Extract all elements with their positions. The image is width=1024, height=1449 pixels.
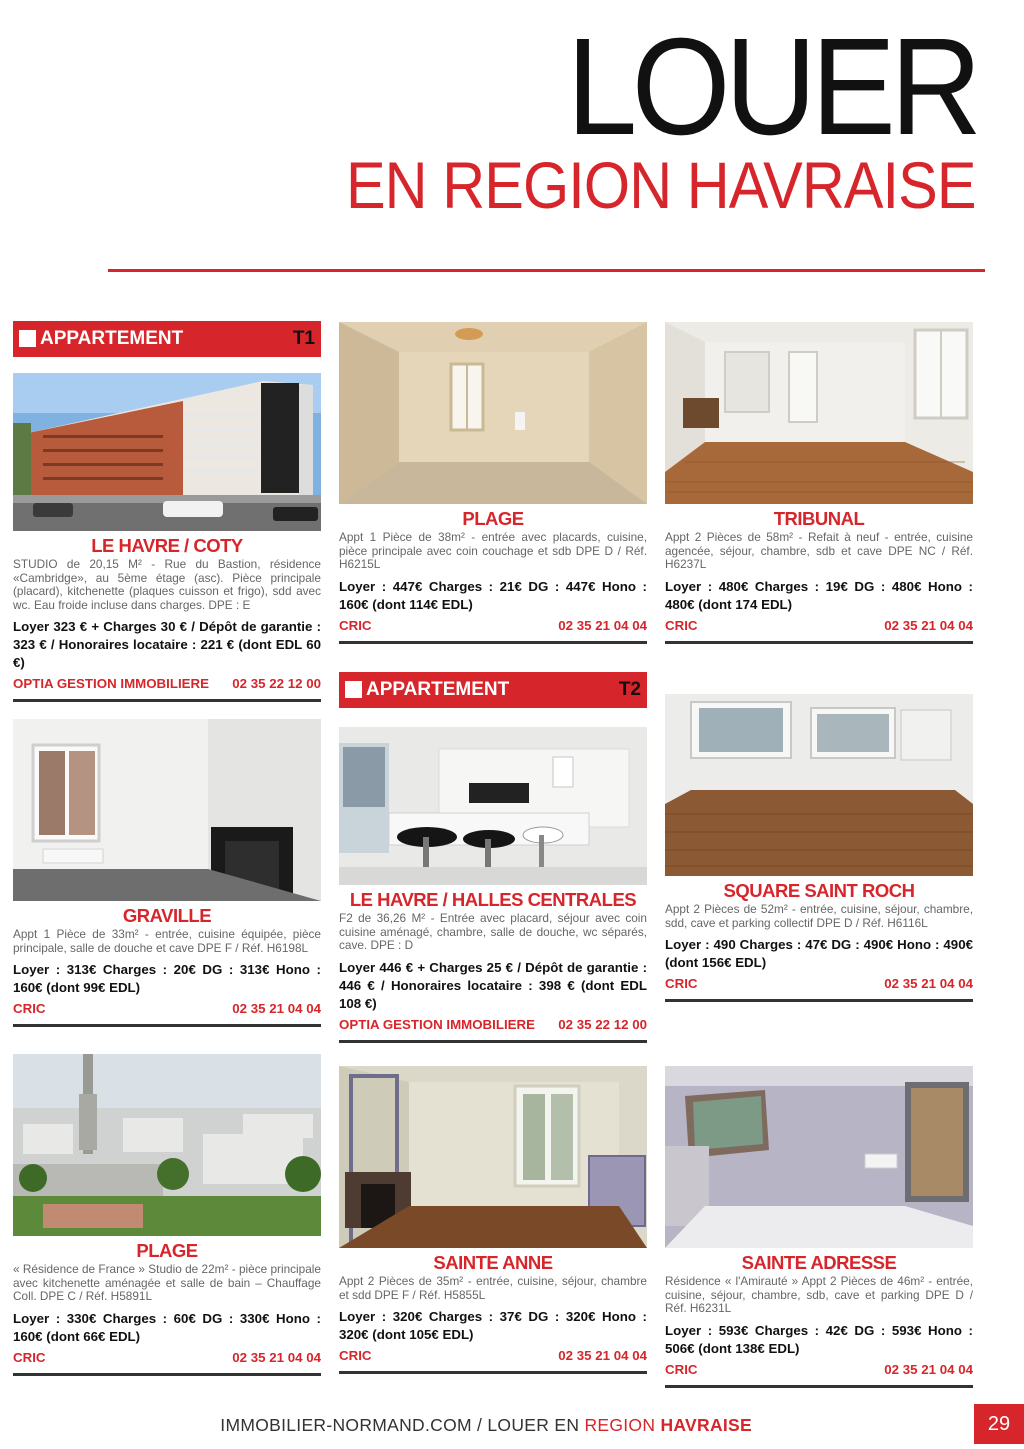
listing-agency: CRIC (665, 1361, 698, 1377)
footer-site-link[interactable]: IMMOBILIER-NORMAND.COM / (220, 1415, 483, 1435)
listing-description: Appt 2 Pièces de 58m² - Refait à neuf - entrée, cuisine agencée, séjour, chambre, sdb et cave DPE NC / Réf. H6237L (665, 530, 973, 571)
banner-appartement-t2 (339, 672, 647, 708)
listing-photo-room (339, 1066, 647, 1248)
listing-card[interactable] (665, 322, 973, 644)
banner-type: T1 (292, 328, 315, 349)
header-divider (108, 269, 985, 272)
listing-description: Résidence « l'Amirauté » Appt 2 Pièces de 46m² - entrée, cuisine, séjour, chambre, sdb, cave et parking DPE D / Réf. H6231L (665, 1274, 973, 1315)
page-title: LOUER (566, 10, 976, 164)
listing-title: PLAGE (462, 508, 524, 529)
listing-contact (13, 1001, 321, 1027)
listing-phone[interactable]: 02 35 22 12 00 (558, 1016, 647, 1032)
listing-price: Loyer : 593€ Charges : 42€ DG : 593€ Hono : 506€ (dont 138€ EDL) (665, 1322, 973, 1356)
listing-title: PLAGE (136, 1240, 198, 1261)
listing-description: STUDIO de 20,15 M² - Rue du Bastion, résidence «Cambridge», au 5ème étage (asc). Pièce principale (placard), kitchenette (plaques cuisson et frigo), sdd avec wc. Eau froide incluse dans charges. DPE : E (13, 557, 321, 612)
listing-contact (339, 618, 647, 644)
listing-contact (13, 1350, 321, 1376)
page-footer (0, 1404, 1024, 1444)
listing-title: LE HAVRE / COTY (91, 535, 243, 556)
listing-agency: CRIC (339, 617, 372, 633)
footer-text (220, 1415, 752, 1436)
listing-card[interactable] (13, 373, 321, 702)
listing-photo-room (339, 322, 647, 504)
listing-price: Loyer : 330€ Charges : 60€ DG : 330€ Hono : 160€ (dont 66€ EDL) (13, 1310, 321, 1344)
listing-title: SQUARE SAINT ROCH (723, 880, 915, 901)
listing-photo-room (665, 694, 973, 876)
listing-price: Loyer : 480€ Charges : 19€ DG : 480€ Hono : 480€ (dont 174 EDL) (665, 578, 973, 612)
listing-photo-building (13, 373, 321, 531)
listing-phone[interactable]: 02 35 21 04 04 (884, 976, 973, 991)
listing-title: GRAVILLE (122, 905, 212, 926)
footer-louer: LOUER EN (487, 1415, 580, 1435)
listing-card[interactable] (665, 1066, 973, 1388)
banner-label: APPARTEMENT (40, 328, 184, 349)
listing-title: SAINTE ADRESSE (741, 1252, 897, 1273)
listing-card[interactable] (339, 322, 647, 644)
banner-appartement-t1 (13, 321, 321, 357)
listing-description: Appt 1 Pièce de 33m² - entrée, cuisine équipée, pièce principale, salle de douche et cave DPE F / Réf. H6198L (13, 927, 321, 955)
listing-title: SAINTE ANNE (433, 1252, 553, 1273)
listing-agency: OPTIA GESTION IMMOBILIERE (339, 1016, 536, 1032)
listing-contact (339, 1348, 647, 1374)
listing-card[interactable] (339, 727, 647, 1043)
footer-havraise: HAVRAISE (660, 1415, 752, 1435)
footer-region: REGION (584, 1415, 656, 1435)
listing-card[interactable] (13, 719, 321, 1027)
listing-description: « Résidence de France » Studio de 22m² - pièce principale avec kitchenette aménagée et salle de bain – Chauffage Coll. DPE C / Réf. H5891L (13, 1262, 321, 1303)
listing-card[interactable] (665, 694, 973, 1002)
listing-description: F2 de 36,26 M² - Entrée avec placard, séjour avec coin cuisine aménagé, chambre, salle de douche, wc séparés, cave. DPE : D (339, 911, 647, 952)
banner-type: T2 (618, 679, 641, 700)
listing-price: Loyer : 447€ Charges : 21€ DG : 447€ Hono : 160€ (dont 114€ EDL) (339, 578, 647, 612)
listing-contact (665, 976, 973, 1002)
banner-square-icon (19, 330, 36, 347)
listing-price: Loyer 323 € + Charges 30 € / Dépôt de garantie : 323 € / Honoraires locataire : 221 € (dont EDL 60 €) (13, 619, 321, 670)
listing-price: Loyer : 320€ Charges : 37€ DG : 320€ Hono : 320€ (dont 105€ EDL) (339, 1309, 647, 1342)
listing-phone[interactable]: 02 35 21 04 04 (232, 1349, 321, 1365)
listing-card[interactable] (339, 1066, 647, 1374)
listing-agency: CRIC (13, 1349, 46, 1365)
listing-photo-kitchen (339, 727, 647, 885)
listing-agency: OPTIA GESTION IMMOBILIERE (13, 676, 210, 691)
listing-contact (665, 1362, 973, 1388)
listing-phone[interactable]: 02 35 21 04 04 (558, 617, 647, 633)
listing-photo-aerial-view (13, 1054, 321, 1236)
listing-contact (13, 676, 321, 702)
listing-agency: CRIC (339, 1348, 372, 1363)
banner-label: APPARTEMENT (366, 679, 510, 700)
listing-title: LE HAVRE / HALLES CENTRALES (349, 889, 637, 910)
page-number: 29 (974, 1404, 1024, 1444)
listing-description: Appt 2 Pièces de 52m² - entrée, cuisine, séjour, chambre, sdd, cave et parking collectif DPE D / Réf. H6116L (665, 902, 973, 930)
listing-agency: CRIC (13, 1001, 46, 1016)
listing-phone[interactable]: 02 35 21 04 04 (558, 1348, 647, 1363)
page-subtitle: EN REGION HAVRAISE (346, 148, 976, 222)
listing-price: Loyer 446 € + Charges 25 € / Dépôt de garantie : 446 € / Honoraires locataire : 398 € (dont EDL 108 €) (339, 959, 647, 1011)
listing-price: Loyer : 490 Charges : 47€ DG : 490€ Hono : 490€ (dont 156€ EDL) (665, 937, 973, 970)
listing-phone[interactable]: 02 35 21 04 04 (232, 1001, 321, 1016)
listing-description: Appt 2 Pièces de 35m² - entrée, cuisine, séjour, chambre et sdd DPE F / Réf. H5855L (339, 1274, 647, 1302)
listing-card[interactable] (13, 1054, 321, 1376)
banner-square-icon (345, 681, 362, 698)
listing-contact (339, 1017, 647, 1043)
listing-phone[interactable]: 02 35 21 04 04 (884, 617, 973, 633)
listing-description: Appt 1 Pièce de 38m² - entrée avec placards, cuisine, pièce principale avec coin couchage et sdb DPE D / Réf. H6215L (339, 530, 647, 571)
listing-photo-room (665, 322, 973, 504)
listing-contact (665, 618, 973, 644)
listing-phone[interactable]: 02 35 22 12 00 (232, 676, 321, 691)
listing-title: TRIBUNAL (773, 508, 865, 529)
listing-phone[interactable]: 02 35 21 04 04 (884, 1361, 973, 1377)
listing-price: Loyer : 313€ Charges : 20€ DG : 313€ Hono : 160€ (dont 99€ EDL) (13, 962, 321, 995)
listing-photo-room (13, 719, 321, 901)
listing-agency: CRIC (665, 976, 698, 991)
listing-agency: CRIC (665, 617, 698, 633)
listing-photo-room (665, 1066, 973, 1248)
